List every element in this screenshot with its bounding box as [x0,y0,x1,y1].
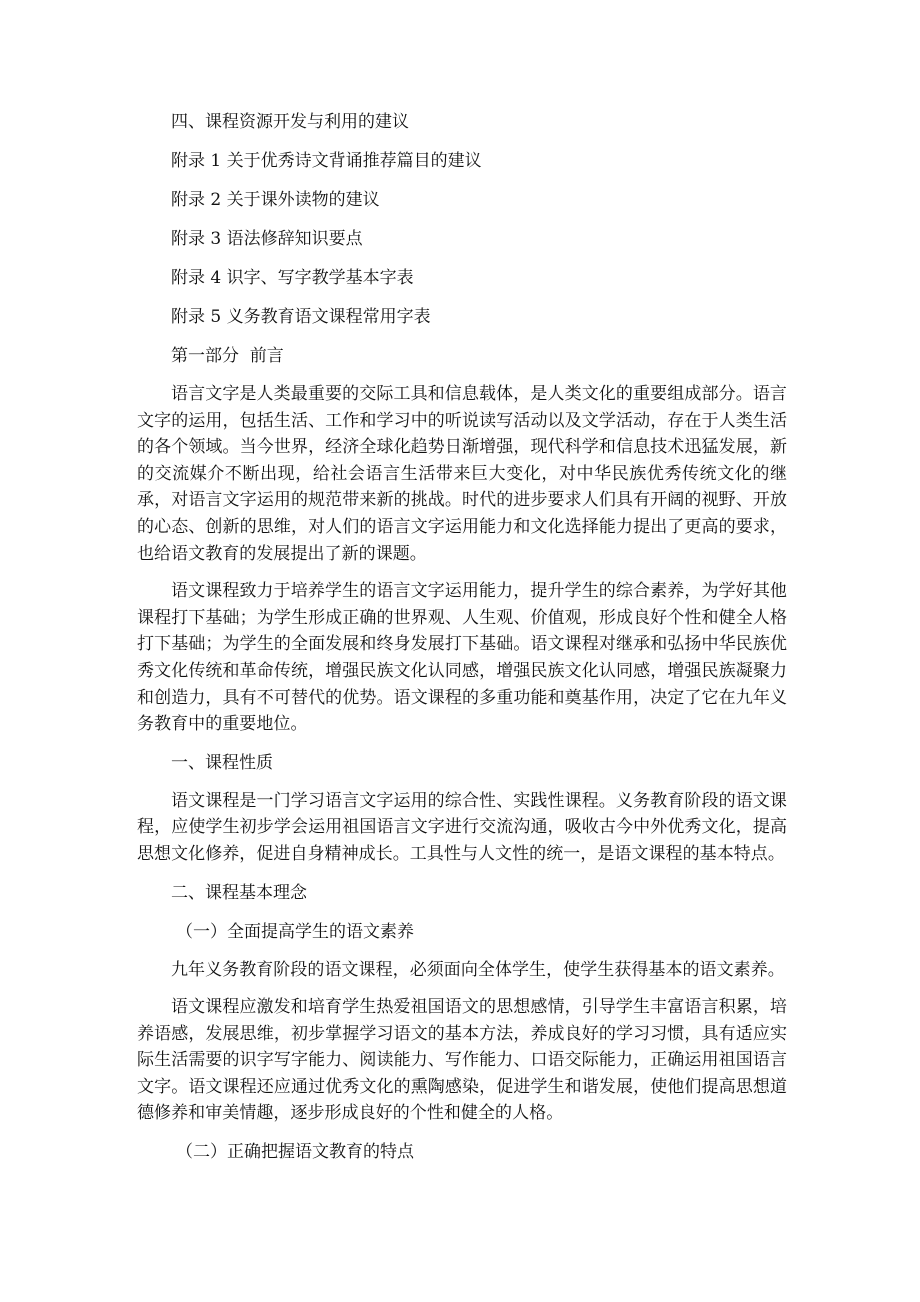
intro-paragraph-2: 语文课程致力于培养学生的语言文字运用能力，提升学生的综合素养，为学好其他课程打下基础；为学生形成正确的世界观、人生观、价值观，形成良好个性和健全人格打下基础；为学生的全面发展和终身发展打下基础。语文课程对继承和弘扬中华民族优秀文化传统和革命传统，增强民族文化认同感，增强民族文化认同感，增强民族凝聚力和创造力，具有不可替代的优势。语文课程的多重功能和奠基作用，决定了它在九年义务教育中的重要地位。 [137,581,787,735]
toc-item-appendix-4: 附录 4 识字、写字教学基本字表 [171,268,414,288]
subsection-heading-literacy: （一）全面提高学生的语文素养 [176,921,414,942]
literacy-paragraph-1: 九年义务教育阶段的语文课程，必须面向全体学生，使学生获得基本的语文素养。 [171,959,785,980]
toc-item-resources: 四、课程资源开发与利用的建议 [171,112,409,132]
document-body [137,108,787,1177]
toc-item-appendix-2: 附录 2 关于课外读物的建议 [171,190,380,210]
part-title: 第一部分 前言 [171,346,284,366]
literacy-paragraph-2: 语文课程应激发和培育学生热爱祖国语文的思想感情，引导学生丰富语言积累，培养语感，发展思维，初步掌握学习语文的基本方法，养成良好的学习习惯，具有适应实际生活需要的识字写字能力、阅读能力、写作能力、口语交际能力，正确运用祖国语言文字。语文课程还应通过优秀文化的熏陶感染，促进学生和谐发展，使他们提高思想道德修养和审美情趣，逐步形成良好的个性和健全的人格。 [137,997,787,1124]
toc-item-appendix-5: 附录 5 义务教育语文课程常用字表 [171,307,431,327]
subsection-heading-characteristics: （二）正确把握语文教育的特点 [176,1142,414,1163]
toc-item-appendix-3: 附录 3 语法修辞知识要点 [171,229,363,249]
section-nature-paragraph: 语文课程是一门学习语言文字运用的综合性、实践性课程。义务教育阶段的语文课程，应使学生初步学会运用祖国语言文字进行交流沟通，吸收古今中外优秀文化，提高思想文化修养，促进自身精神成长。工具性与人文性的统一，是语文课程的基本特点。 [137,790,787,864]
section-heading-concepts: 二、课程基本理念 [171,882,307,903]
intro-paragraph-1: 语言文字是人类最重要的交际工具和信息载体，是人类文化的重要组成部分。语言文字的运用，包括生活、工作和学习中的听说读写活动以及文学活动，存在于人类生活的各个领域。当今世界，经济全球化趋势日渐增强，现代科学和信息技术迅猛发展，新的交流媒介不断出现，给社会语言生活带来巨大变化，对中华民族优秀传统文化的继承，对语言文字运用的规范带来新的挑战。时代的进步要求人们具有开阔的视野、开放的心态、创新的思维，对人们的语言文字运用能力和文化选择能力提出了更高的要求，也给语文教育的发展提出了新的课题。 [137,384,787,564]
toc-item-appendix-1: 附录 1 关于优秀诗文背诵推荐篇目的建议 [171,151,482,171]
section-heading-nature: 一、课程性质 [171,752,273,773]
